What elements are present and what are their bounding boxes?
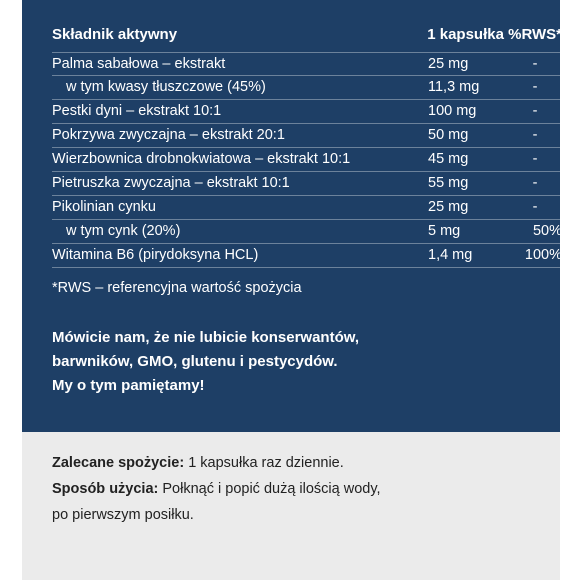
ingredient-amount: 11,3 mg xyxy=(428,79,480,95)
dose-label: Zalecane spożycie: xyxy=(52,455,185,471)
statement-line: My o tym pamiętamy! xyxy=(52,377,205,394)
table-row xyxy=(52,172,562,196)
ingredients-table xyxy=(52,52,562,268)
method-text: Połknąć i popić dużą ilością wody, xyxy=(158,481,381,497)
ingredient-rws: - xyxy=(532,175,538,191)
ingredient-name: Wierzbownica drobnokwiatowa – ekstrakt 10:1 xyxy=(52,151,351,167)
ingredient-name: Pokrzywa zwyczajna – ekstrakt 20:1 xyxy=(52,127,285,143)
ingredient-amount: 25 mg xyxy=(428,199,469,215)
brand-statement xyxy=(52,326,552,398)
ingredient-rws: - xyxy=(532,127,538,143)
ingredient-name: Palma sabałowa – ekstrakt xyxy=(52,56,226,72)
rws-footnote: *RWS – referencyjna wartość spożycia xyxy=(52,280,302,296)
ingredient-amount: 50 mg xyxy=(428,127,469,143)
ingredient-name: w tym cynk (20%) xyxy=(66,223,181,239)
dose-line xyxy=(52,450,552,476)
method-line xyxy=(52,476,552,502)
table-row xyxy=(52,196,562,220)
ingredient-rws: - xyxy=(532,103,538,119)
ingredient-amount: 45 mg xyxy=(428,151,469,167)
ingredient-name: Pietruszka zwyczajna – ekstrakt 10:1 xyxy=(52,175,290,191)
ingredient-name: Pikolinian cynku xyxy=(52,199,156,215)
ingredient-rws: 100% xyxy=(524,247,562,263)
ingredients-panel xyxy=(22,0,560,432)
header-amount-rws: 1 kapsułka %RWS* xyxy=(427,26,562,43)
ingredient-amount: 25 mg xyxy=(428,56,469,72)
table-row xyxy=(52,52,562,76)
statement-line: barwników, GMO, glutenu i pestycydów. xyxy=(52,353,338,370)
table-row xyxy=(52,124,562,148)
ingredient-rws: - xyxy=(532,199,538,215)
header-ingredient: Składnik aktywny xyxy=(52,26,178,43)
ingredient-rws: 50% xyxy=(532,223,562,239)
ingredient-name: w tym kwasy tłuszczowe (45%) xyxy=(66,79,266,95)
table-row xyxy=(52,100,562,124)
dose-text: 1 kapsułka raz dziennie. xyxy=(184,455,344,471)
usage-instructions xyxy=(52,450,552,528)
method-label: Sposób użycia: xyxy=(52,481,159,497)
ingredient-rws: - xyxy=(532,56,538,72)
usage-panel xyxy=(22,432,560,580)
table-row xyxy=(52,220,562,244)
table-row xyxy=(52,244,562,268)
ingredient-amount: 1,4 mg xyxy=(428,247,473,263)
table-row xyxy=(52,148,562,172)
statement-line: Mówicie nam, że nie lubicie konserwantów, xyxy=(52,329,360,346)
table-header xyxy=(52,26,562,50)
method-line-continued: po pierwszym posiłku. xyxy=(52,507,194,523)
ingredient-name: Pestki dyni – ekstrakt 10:1 xyxy=(52,103,222,119)
ingredient-amount: 55 mg xyxy=(428,175,469,191)
table-row xyxy=(52,76,562,100)
ingredient-amount: 5 mg xyxy=(428,223,461,239)
ingredient-rws: - xyxy=(532,79,538,95)
ingredient-rws: - xyxy=(532,151,538,167)
ingredient-amount: 100 mg xyxy=(428,103,477,119)
ingredient-name: Witamina B6 (pirydoksyna HCL) xyxy=(52,247,259,263)
